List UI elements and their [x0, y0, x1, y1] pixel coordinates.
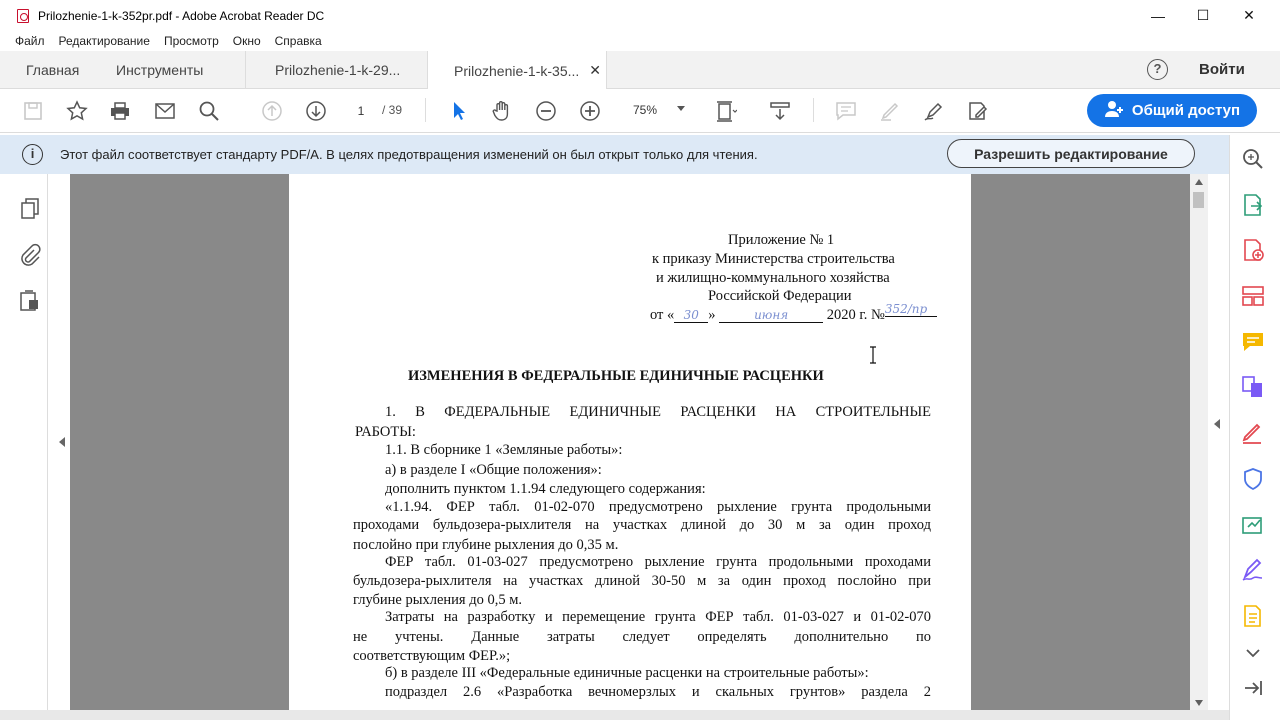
paragraph-7-line-1: Затраты на разработку и перемещение грунта ФЕР табл. 01-03-027 и 01-02-070	[385, 609, 931, 625]
zoom-out-icon[interactable]	[532, 97, 560, 125]
tab-tools[interactable]: Инструменты	[116, 62, 204, 78]
paragraph-7-line-2: не учтены. Данные затраты следует определять дополнительно по	[353, 629, 931, 645]
page-total: / 39	[382, 103, 403, 117]
add-user-icon	[1104, 100, 1124, 122]
edit-pdf-icon[interactable]	[1240, 420, 1266, 446]
scroll-mode-icon[interactable]	[766, 97, 794, 125]
zoom-tools-icon[interactable]	[1240, 146, 1266, 172]
fit-page-icon[interactable]	[711, 97, 739, 125]
date-mid: »	[708, 307, 716, 323]
paragraph-7-line-3: соответствующим ФЕР.»;	[353, 648, 511, 664]
paragraph-1-line-1: 1. В ФЕДЕРАЛЬНЫЕ ЕДИНИЧНЫЕ РАСЦЕНКИ НА СТРОИТЕЛЬНЫЕ	[385, 404, 931, 420]
hand-tool-icon[interactable]	[488, 97, 516, 125]
print-icon[interactable]	[106, 97, 134, 125]
signatures-panel-icon[interactable]	[17, 288, 43, 314]
sign-pen-icon[interactable]	[920, 97, 948, 125]
pdfa-notice-bar	[0, 135, 1229, 174]
vertical-scrollbar[interactable]	[1190, 174, 1208, 710]
tab-document-2[interactable]	[427, 51, 607, 90]
share-button[interactable]	[1087, 94, 1257, 127]
date-prefix: от «	[650, 307, 675, 323]
collapse-left-panel[interactable]	[48, 174, 70, 720]
paragraph-6-line-2: бульдозера-рыхлителя на участках длиной 30-50 м за один проход послойно при	[353, 573, 931, 589]
paragraph-1-line-2: РАБОТЫ:	[355, 424, 416, 440]
toolbar-divider	[813, 98, 814, 122]
paragraph-9: подраздел 2.6 «Разработка вечномерзлых и скальных грунтов» раздела 2	[385, 684, 931, 700]
notice-text: Этот файл соответствует стандарту PDF/A. В целях предотвращения изменений он был открыт только для чтения.	[60, 147, 758, 162]
page-number-input[interactable]: 1	[345, 99, 377, 121]
more-tools-icon[interactable]	[1240, 603, 1266, 629]
bookmark-star-icon[interactable]	[63, 97, 91, 125]
text-cursor-icon	[869, 346, 877, 364]
tab-document-2-label: Prilozhenie-1-k-35...	[454, 62, 580, 79]
paragraph-5-line-2: проходами бульдозера-рыхлителя на участках длиной до 30 м за один проход	[353, 517, 931, 533]
expand-more-chevron-icon[interactable]	[1240, 640, 1266, 666]
send-for-review-icon[interactable]	[1240, 512, 1266, 538]
save-icon[interactable]	[19, 97, 47, 125]
date-year: 2020 г. №	[826, 307, 885, 323]
left-navigation-rail	[0, 174, 48, 720]
acrobat-icon	[17, 9, 29, 23]
menu-window[interactable]: Окно	[232, 34, 261, 48]
page-thumbnails-icon[interactable]	[17, 196, 43, 222]
maximize-button[interactable]: ☐	[1196, 7, 1210, 23]
paragraph-8: б) в разделе III «Федеральные единичные расценки на строительные работы»:	[385, 665, 869, 681]
order-line-3: Российской Федерации	[708, 288, 852, 304]
attachments-paperclip-icon[interactable]	[17, 242, 43, 268]
appendix-number: Приложение № 1	[728, 232, 835, 248]
paragraph-5-line-1: «1.1.94. ФЕР табл. 01-02-070 предусмотрено рыхление грунта продольными	[385, 499, 931, 515]
menu-edit[interactable]: Редактирование	[58, 34, 150, 48]
paragraph-6-line-1: ФЕР табл. 01-03-027 предусмотрено рыхление грунта продольными проходами	[385, 554, 931, 570]
fill-and-sign-icon[interactable]	[1240, 557, 1266, 583]
date-month: июня	[719, 308, 823, 323]
collapse-tools-pane-icon[interactable]	[1240, 675, 1266, 701]
menu-file[interactable]: Файл	[15, 34, 45, 48]
select-cursor-icon[interactable]	[444, 97, 472, 125]
order-number: 352/пр	[885, 302, 937, 317]
pdf-page	[289, 174, 971, 710]
right-tools-rail	[1229, 135, 1280, 720]
tab-home[interactable]: Главная	[26, 62, 80, 78]
tab-document-1-label: Prilozhenie-1-k-29...	[275, 62, 401, 78]
help-icon[interactable]: ?	[1147, 59, 1168, 80]
window-title: Prilozhenie-1-k-352pr.pdf - Adobe Acrobat Reader DC	[38, 8, 325, 23]
search-icon[interactable]	[195, 97, 223, 125]
info-icon: i	[22, 144, 43, 165]
create-pdf-icon[interactable]	[1240, 237, 1266, 263]
close-window-button[interactable]: ✕	[1243, 7, 1255, 23]
enable-editing-button[interactable]: Разрешить редактирование	[947, 139, 1195, 168]
menu-view[interactable]: Просмотр	[163, 34, 219, 48]
comment-icon[interactable]	[832, 97, 860, 125]
chevron-left-icon	[1213, 419, 1221, 429]
comment-tool-icon[interactable]	[1240, 329, 1266, 355]
bottom-edge	[0, 710, 1229, 720]
export-pdf-icon[interactable]	[1240, 192, 1266, 218]
paragraph-4: дополнить пунктом 1.1.94 следующего содержания:	[385, 481, 706, 497]
combine-files-icon[interactable]	[1240, 374, 1266, 400]
close-tab-icon[interactable]: ✕	[589, 62, 602, 78]
organize-pages-icon[interactable]	[1240, 283, 1266, 309]
toolbar-divider	[425, 98, 426, 122]
tab-document-1[interactable]	[245, 51, 427, 89]
title-bar	[0, 0, 1280, 31]
zoom-level[interactable]: 75%	[633, 103, 658, 117]
menu-help[interactable]: Справка	[274, 34, 322, 48]
date-day: 30	[674, 308, 708, 323]
scroll-down-arrow-icon[interactable]	[1195, 700, 1203, 706]
zoom-dropdown-chevron-icon[interactable]	[677, 106, 685, 111]
share-button-label: Общий доступ	[1131, 102, 1241, 119]
minimize-button[interactable]: —	[1151, 7, 1165, 24]
menu-bar	[0, 31, 1280, 51]
paragraph-2: 1.1. В сборнике 1 «Земляные работы»:	[385, 442, 623, 458]
scrollbar-thumb[interactable]	[1193, 192, 1204, 208]
scroll-up-arrow-icon[interactable]	[1195, 179, 1203, 185]
tab-bar	[0, 51, 1280, 89]
next-page-icon[interactable]	[302, 97, 330, 125]
email-icon[interactable]	[151, 97, 179, 125]
order-line-1: к приказу Министерства строительства	[652, 251, 895, 267]
paragraph-5-line-3: послойно при глубине рыхления до 0,35 м.	[353, 537, 619, 553]
chevron-left-icon	[58, 437, 66, 447]
order-date	[650, 302, 937, 324]
highlight-pen-icon[interactable]	[876, 97, 904, 125]
fill-sign-icon[interactable]	[964, 97, 992, 125]
paragraph-3: а) в разделе I «Общие положения»:	[385, 462, 602, 478]
zoom-in-icon[interactable]	[576, 97, 604, 125]
previous-page-icon[interactable]	[258, 97, 286, 125]
login-button[interactable]: Войти	[1199, 61, 1245, 78]
protect-shield-icon[interactable]	[1240, 466, 1266, 492]
paragraph-6-line-3: глубине рыхления до 0,5 м.	[353, 592, 522, 608]
collapse-right-panel[interactable]	[1208, 174, 1229, 710]
document-heading: ИЗМЕНЕНИЯ В ФЕДЕРАЛЬНЫЕ ЕДИНИЧНЫЕ РАСЦЕНКИ	[408, 368, 824, 384]
order-line-2: и жилищно-коммунального хозяйства	[656, 270, 890, 286]
